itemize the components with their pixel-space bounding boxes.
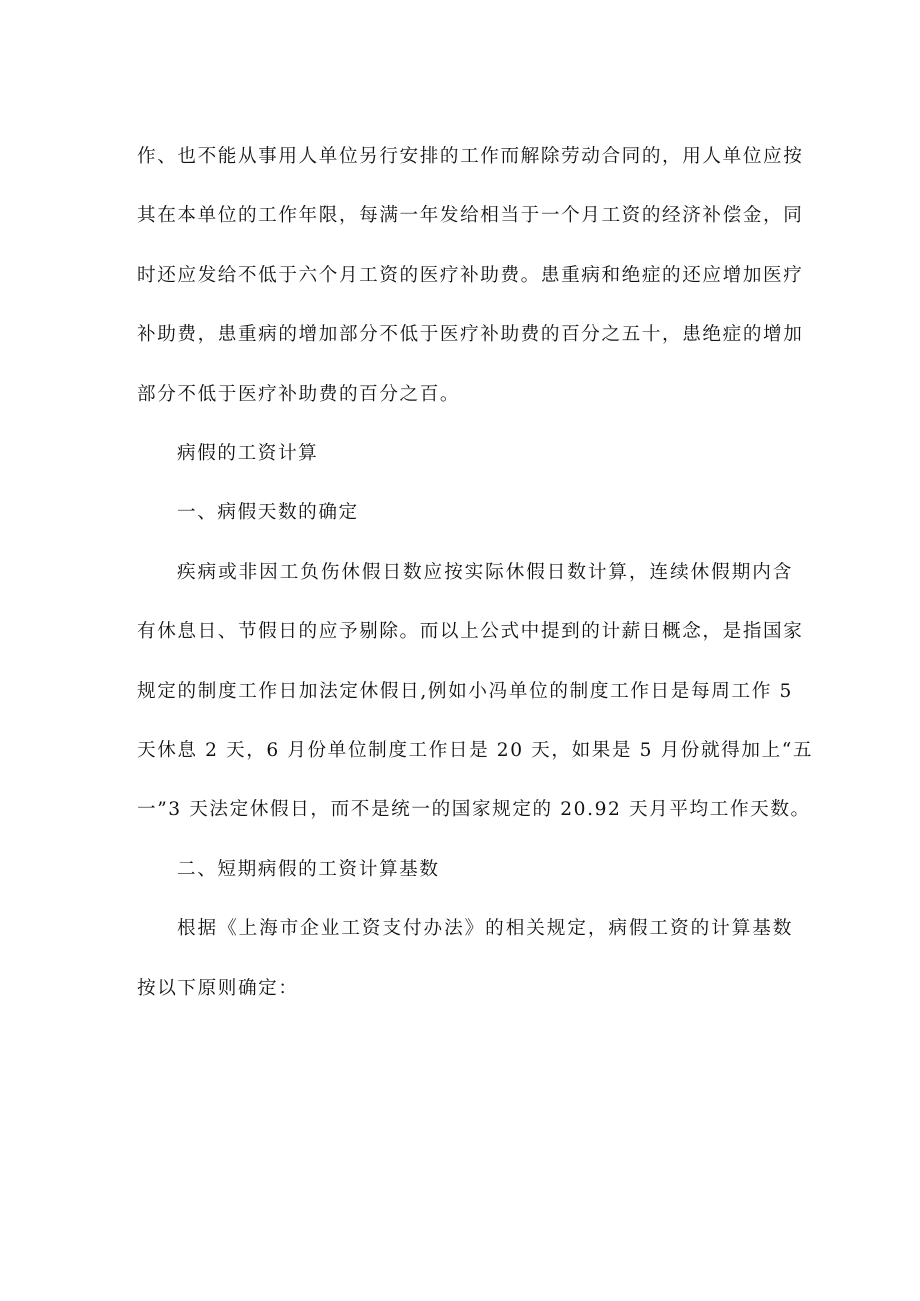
section-heading-sick-leave-pay	[137, 424, 793, 483]
text-line: 天休息 2 天，6 月份单位制度工作日是 20 天，如果是 5 月份就得加上“五	[137, 740, 814, 762]
text-line: 病假的工资计算	[177, 443, 319, 465]
text-line: 一”3 天法定休假日，而不是统一的国家规定的 20.92 天月平均工作天数。	[137, 799, 811, 821]
text-line: 有休息日、节假日的应予剔除。而以上公式中提到的计薪日概念，是指国家	[137, 621, 804, 643]
paragraph-calculation-base	[137, 899, 793, 1018]
text-line: 时还应发给不低于六个月工资的医疗补助费。患重病和绝症的还应增加医疗	[137, 264, 804, 286]
subheading-sick-days	[137, 483, 793, 542]
text-line: 二、短期病假的工资计算基数	[177, 858, 440, 880]
paragraph-severance	[137, 127, 804, 424]
paragraph-sick-days-calculation	[137, 543, 814, 840]
subheading-short-sick-leave-base	[137, 840, 793, 899]
text-line: 一、病假天数的确定	[177, 502, 359, 524]
text-line: 部分不低于医疗补助费的百分之百。	[137, 383, 461, 405]
text-line: 其在本单位的工作年限，每满一年发给相当于一个月工资的经济补偿金，同	[137, 205, 804, 227]
text-line: 疾病或非因工负伤休假日数应按实际休假日数计算，连续休假期内含	[177, 561, 793, 583]
text-line: 补助费，患重病的增加部分不低于医疗补助费的百分之五十，患绝症的增加	[137, 324, 804, 346]
text-line: 规定的制度工作日加法定休假日,例如小冯单位的制度工作日是每周工作 5	[137, 680, 793, 702]
text-line: 根据《上海市企业工资支付办法》的相关规定，病假工资的计算基数	[177, 918, 793, 940]
text-line: 作、也不能从事用人单位另行安排的工作而解除劳动合同的，用人单位应按	[137, 146, 804, 167]
document-body	[137, 127, 814, 1018]
text-line: 按以下原则确定：	[137, 977, 299, 999]
